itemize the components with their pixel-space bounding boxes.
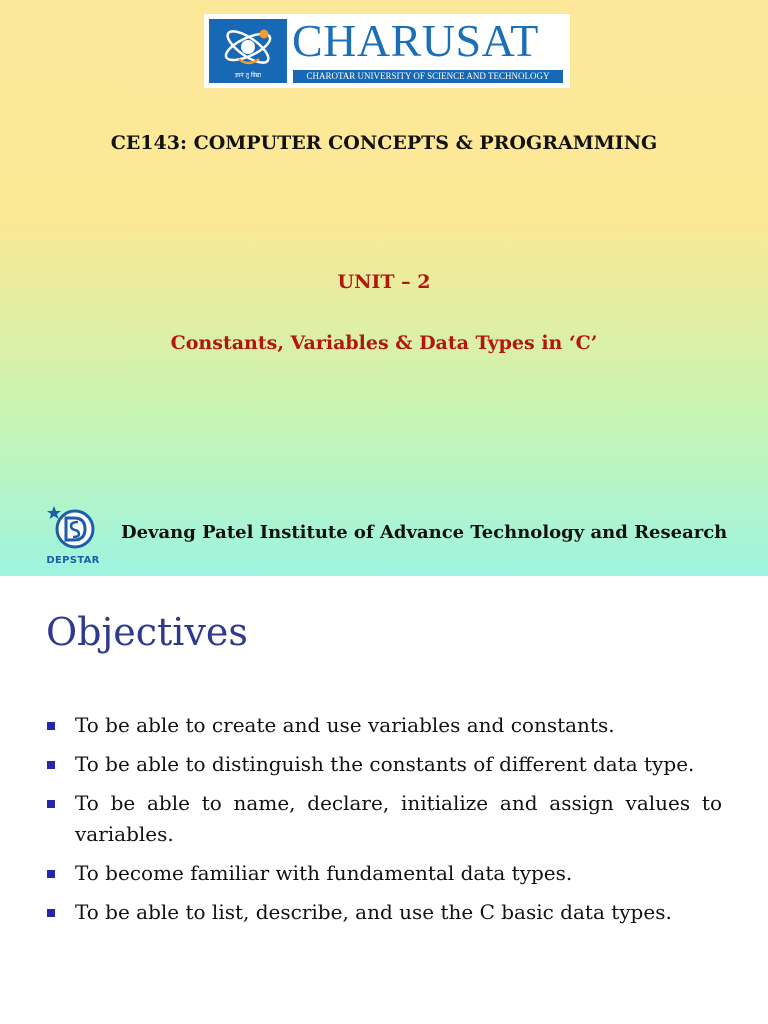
- depstar-emblem-icon: [43, 504, 103, 552]
- objective-item: [46, 788, 722, 850]
- university-name: CHARUSAT: [292, 15, 539, 66]
- objective-item: [46, 749, 722, 780]
- objectives-list: [46, 710, 722, 936]
- square-bullet-icon: [47, 909, 55, 917]
- unit-title: UNIT – 2: [337, 271, 431, 293]
- charusat-emblem: [209, 19, 287, 83]
- depstar-logo-text: DEPSTAR: [46, 555, 100, 566]
- unit-subtitle: Constants, Variables & Data Types in ‘C’: [170, 332, 598, 354]
- objective-text: To be able to create and use variables and constants.: [75, 713, 615, 737]
- objective-text: To be able to list, describe, and use the C basic data types.: [75, 900, 672, 924]
- objective-item: [46, 897, 722, 928]
- course-title: CE143: COMPUTER CONCEPTS & PROGRAMMING: [110, 132, 658, 154]
- logo-motto: ज्ञानं तु विद्या: [234, 72, 262, 79]
- objective-item: [46, 710, 722, 741]
- charusat-logo: [204, 14, 570, 88]
- university-fullname: CHAROTAR UNIVERSITY OF SCIENCE AND TECHNOLOGY: [293, 70, 563, 83]
- square-bullet-icon: [47, 722, 55, 730]
- objective-text: To become familiar with fundamental data types.: [75, 861, 573, 885]
- objective-text: To be able to name, declare, initialize and assign values to variables.: [75, 791, 722, 846]
- objective-item: [46, 858, 722, 889]
- objectives-slide: [0, 576, 768, 1024]
- square-bullet-icon: [47, 761, 55, 769]
- objective-text: To be able to distinguish the constants of different data type.: [75, 752, 695, 776]
- square-bullet-icon: [47, 870, 55, 878]
- objectives-heading: Objectives: [46, 610, 248, 654]
- institute-name: Devang Patel Institute of Advance Technology and Research: [121, 522, 728, 543]
- square-bullet-icon: [47, 800, 55, 808]
- depstar-logo: [43, 504, 103, 566]
